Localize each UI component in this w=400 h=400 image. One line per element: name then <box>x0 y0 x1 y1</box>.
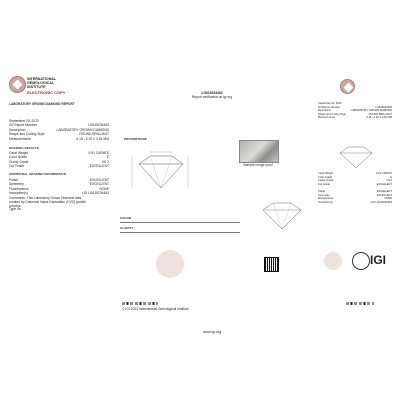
image-caption: Sample image used <box>243 163 273 167</box>
grading-row: Color Grade E <box>318 175 392 179</box>
barcode-small <box>346 302 374 305</box>
additional-row: Fluorescence NONE <box>9 186 109 191</box>
diamond-proportions-diagram <box>128 146 198 192</box>
grading-row: Carat Weight 0.91 CARATS <box>318 172 392 175</box>
diamond-plot-diagram <box>257 199 307 231</box>
grading-row: Clarity Grade VS 2 <box>318 179 392 182</box>
right-fields <box>318 102 392 120</box>
clarity-scale-label: CLARITY <box>120 226 134 230</box>
report-fields <box>9 119 109 141</box>
grading-row: Clarity Grade VS 2 <box>9 159 109 164</box>
color-scale-label: COLOR <box>120 216 132 220</box>
left-panel <box>6 64 114 336</box>
igi-watermark-seal-small <box>324 252 342 270</box>
color-scale <box>120 222 240 223</box>
igi-seal-icon <box>9 76 26 93</box>
barcode <box>122 302 158 305</box>
clarity-scale <box>120 232 240 233</box>
right-grading <box>318 172 392 186</box>
report-date: September 20, 2023 <box>9 119 39 123</box>
additional-row: Polish EXCELLENT <box>9 178 109 182</box>
grading-row: Cut Grade EXCELLENT <box>9 164 109 169</box>
report-number: LG615234463 <box>201 91 223 95</box>
additional-row: Fluorescence NONE <box>318 197 392 200</box>
field-row: Measurements 6.15 - 6.20 X 3.81 MM <box>9 136 109 141</box>
verification-note: Report verification at igi.org <box>191 95 233 100</box>
igi-seal-small-icon <box>340 79 355 94</box>
igi-brand-logo: IGI <box>370 253 387 267</box>
report-header <box>114 91 310 100</box>
grading-row: Color Grade E <box>9 155 109 160</box>
igi-watermark-seal <box>156 250 184 278</box>
qr-code <box>264 257 279 272</box>
field-row: Description LABORATORY GROWN DIAMOND <box>9 127 109 132</box>
comments: Comments: This Laboratory Grown Diamond was created by Chemical Vapor Deposition (CVD) growth process. Type IIa <box>9 196 86 212</box>
right-additional <box>318 190 392 204</box>
grading-row: Cut Grade EXCELLENT <box>318 182 392 186</box>
copyright: © IGI 2023 International Gemological Institute <box>122 307 189 311</box>
diamond-photo <box>239 140 279 163</box>
footer-url[interactable]: www.igi.org <box>202 330 222 334</box>
field-row: IGI Report Number LG615234463 <box>318 105 392 109</box>
additional-row: Inscription(s) LGI LG615234463 <box>318 200 392 204</box>
field-row: Description LABORATORY GROWN DIAMOND <box>318 109 392 112</box>
report-document <box>6 64 394 336</box>
field-row: September 20, 2023 <box>318 102 342 105</box>
proportions-title: PROPORTIONS <box>124 137 147 141</box>
igi-circle-icon <box>352 252 370 270</box>
additional-info <box>9 178 109 196</box>
additional-row: Symmetry EXCELLENT <box>318 193 392 197</box>
right-panel <box>316 64 394 336</box>
report-type: LABORATORY GROWN DIAMOND REPORT <box>9 102 75 106</box>
field-row: Shape and Cutting Style ROUND BRILLIANT <box>318 112 392 116</box>
middle-panel <box>114 64 310 336</box>
grading-title: GRADING RESULTS <box>9 146 39 150</box>
additional-row: Inscription(s) LGI LG615234463 <box>9 191 109 196</box>
diamond-profile-icon <box>336 144 376 170</box>
electronic-copy-badge: ELECTRONIC COPY <box>27 89 66 95</box>
institute-name: INTERNATIONAL GEMOLOGICAL INSTITUTE ELECTRONIC COPY <box>27 77 66 95</box>
additional-title: ADDITIONAL GRADING INFORMATION <box>9 172 66 176</box>
additional-row: Symmetry EXCELLENT <box>9 182 109 187</box>
grading-results <box>9 151 109 169</box>
field-row: Measurements 6.15 - 6.20 X 3.81 MM <box>318 116 392 119</box>
additional-row: Polish EXCELLENT <box>318 190 392 193</box>
field-row: IGI Report Number LG615234463 <box>9 123 109 128</box>
field-row: Shape and Cutting Style ROUND BRILLIANT <box>9 132 109 137</box>
grading-row: Carat Weight 0.91 CARATS <box>9 151 109 155</box>
